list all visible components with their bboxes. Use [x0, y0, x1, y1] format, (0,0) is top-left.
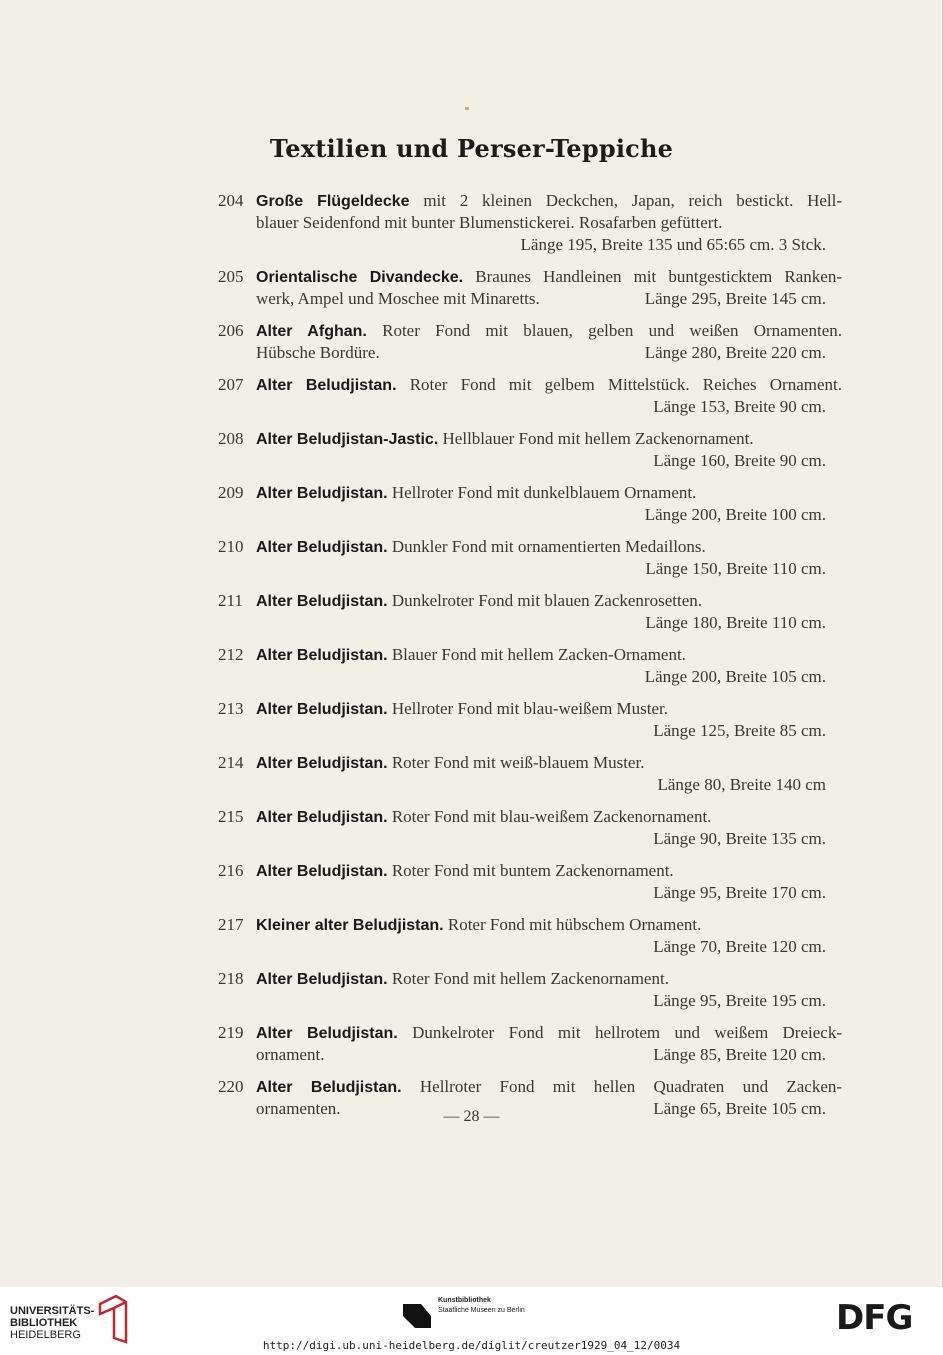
entry-dimensions: Länge 65, Breite 105 cm.	[653, 1099, 826, 1118]
catalog-entry	[218, 266, 842, 310]
dfg-logo: DFG	[836, 1298, 913, 1338]
entry-text: Roter Fond mit weiß-blauem Muster.	[391, 753, 645, 772]
entry-text: Dunkler Fond mit ornamentierten Medaillons.	[391, 537, 706, 556]
entry-name: Große Flügeldecke	[256, 193, 410, 210]
kunstbibliothek-logo-icon	[401, 1300, 433, 1330]
catalog-entry	[218, 644, 842, 688]
entry-number: 210	[218, 537, 244, 556]
entry-name: Alter Beludjistan.	[256, 593, 388, 610]
catalog-entry	[218, 752, 842, 796]
entry-dimensions: Länge 85, Breite 120 cm.	[653, 1045, 826, 1064]
entry-text: Hellroter Fond mit dunkelblauem Ornament.	[391, 483, 697, 502]
catalog-entry	[218, 320, 842, 364]
entry-dimensions: Länge 90, Breite 135 cm.	[653, 829, 826, 848]
entry-number: 213	[218, 699, 244, 718]
kunstbibliothek-label: Kunstbibliothek Staatliche Museen zu Berlin	[438, 1297, 525, 1314]
catalog-entry	[218, 590, 842, 634]
catalog-entry	[218, 914, 842, 958]
entry-dimensions: Länge 80, Breite 140 cm	[657, 775, 826, 794]
entry-number: 220	[218, 1077, 244, 1096]
catalog-entry	[218, 1022, 842, 1066]
entry-dimensions: Länge 160, Breite 90 cm.	[653, 451, 826, 470]
entry-dimensions: Länge 95, Breite 195 cm.	[653, 991, 826, 1010]
uni-heidelberg-logo-text: UNIVERSITÄTS- BIBLIOTHEK HEIDELBERG	[10, 1305, 95, 1341]
catalog-entry	[218, 536, 842, 580]
entry-name: Alter Afghan.	[256, 323, 367, 340]
catalog-entry	[218, 374, 842, 418]
entry-name: Alter Beludjistan.	[256, 377, 397, 394]
entry-text: Hellroter Fond mit hellen Quadraten und Zacken-	[419, 1077, 843, 1096]
entry-dimensions: Länge 195, Breite 135 und 65:65 cm. 3 Stck.	[520, 235, 826, 254]
page-title: Textilien und Perser-Teppiche	[269, 134, 674, 163]
entry-text: Roter Fond mit hellem Zackenornament.	[391, 969, 669, 988]
entry-name: Kleiner alter Beludjistan.	[256, 917, 444, 934]
entry-text: Roter Fond mit blau-weißem Zackenornament.	[391, 807, 712, 826]
entry-name: Alter Beludjistan.	[256, 971, 388, 988]
entry-number: 209	[218, 483, 244, 502]
entry-text: Hellblauer Fond mit hellem Zackenornament.	[442, 429, 754, 448]
entry-number: 219	[218, 1023, 244, 1042]
entry-number: 214	[218, 753, 244, 772]
entry-dimensions: Länge 200, Breite 100 cm.	[644, 505, 826, 524]
entry-text: blauer Seidenfond mit bunter Blumenstickerei. Rosafarben gefüttert.	[256, 213, 723, 232]
entry-text: Roter Fond mit hübschem Ornament.	[447, 915, 702, 934]
entry-name: Alter Beludjistan.	[256, 755, 388, 772]
entry-number: 207	[218, 375, 244, 394]
page-number: — 28 —	[443, 1108, 500, 1125]
entry-name: Orientalische Divandecke.	[256, 269, 464, 286]
entry-dimensions: Länge 95, Breite 170 cm.	[653, 883, 826, 902]
entry-dimensions: Länge 180, Breite 110 cm.	[645, 613, 826, 632]
entry-number: 215	[218, 807, 244, 826]
entry-text: ornament.	[256, 1045, 325, 1064]
entry-text: Roter Fond mit gelbem Mittelstück. Reiches Ornament.	[409, 375, 842, 394]
ink-spot	[465, 107, 469, 110]
entry-dimensions: Länge 150, Breite 110 cm.	[645, 559, 826, 578]
catalog-entry	[218, 860, 842, 904]
entry-number: 218	[218, 969, 244, 988]
entry-text: ornamenten.	[256, 1099, 341, 1118]
entry-dimensions: Länge 125, Breite 85 cm.	[653, 721, 826, 740]
entry-name: Alter Beludjistan.	[256, 647, 388, 664]
entry-number: 216	[218, 861, 244, 880]
entry-name: Alter Beludjistan.	[256, 701, 388, 718]
entry-text: Roter Fond mit buntem Zackenornament.	[391, 861, 674, 880]
entry-number: 211	[218, 591, 243, 610]
entry-text: Hellroter Fond mit blau-weißem Muster.	[391, 699, 669, 718]
entry-text: Dunkelroter Fond mit hellrotem und weißem Dreieck-	[412, 1023, 842, 1042]
entry-text: Roter Fond mit blauen, gelben und weißen Ornamenten.	[382, 321, 842, 340]
entry-dimensions: Länge 295, Breite 145 cm.	[644, 289, 826, 308]
entry-dimensions: Länge 200, Breite 105 cm.	[644, 667, 826, 686]
entry-number: 204	[218, 191, 244, 210]
entry-dimensions: Länge 280, Breite 220 cm.	[644, 343, 826, 362]
entry-name: Alter Beludjistan.	[256, 485, 388, 502]
entry-number: 217	[218, 915, 244, 934]
entry-text: Dunkelroter Fond mit blauen Zackenrosetten.	[391, 591, 702, 610]
entry-dimensions: Länge 153, Breite 90 cm.	[653, 397, 826, 416]
entry-number: 206	[218, 321, 244, 340]
catalog-entry	[218, 428, 842, 472]
entry-text: Braunes Handleinen mit buntgesticktem Ranken-	[475, 267, 842, 286]
source-url[interactable]: http://digi.ub.uni-heidelberg.de/diglit/creutzer1929_04_12/0034	[262, 1339, 681, 1352]
catalog-entries	[218, 190, 842, 1130]
entry-name: Alter Beludjistan.	[256, 539, 388, 556]
entry-name: Alter Beludjistan.	[256, 863, 388, 880]
entry-dimensions: Länge 70, Breite 120 cm.	[653, 937, 826, 956]
entry-text: werk, Ampel und Moschee mit Minaretts.	[256, 289, 540, 308]
catalog-entry	[218, 190, 842, 256]
entry-text: Blauer Fond mit hellem Zacken-Ornament.	[391, 645, 686, 664]
entry-number: 212	[218, 645, 244, 664]
catalog-entry	[218, 698, 842, 742]
entry-name: Alter Beludjistan-Jastic.	[256, 431, 439, 448]
entry-name: Alter Beludjistan.	[256, 809, 388, 826]
entry-name: Alter Beludjistan.	[256, 1079, 402, 1096]
entry-text: Hübsche Bordüre.	[256, 343, 380, 362]
catalog-entry	[218, 968, 842, 1012]
catalog-entry	[218, 482, 842, 526]
entry-name: Alter Beludjistan.	[256, 1025, 398, 1042]
entry-text: mit 2 kleinen Deckchen, Japan, reich bestickt. Hell-	[423, 191, 843, 210]
entry-number: 208	[218, 429, 244, 448]
entry-number: 205	[218, 267, 244, 286]
catalog-entry	[218, 806, 842, 850]
